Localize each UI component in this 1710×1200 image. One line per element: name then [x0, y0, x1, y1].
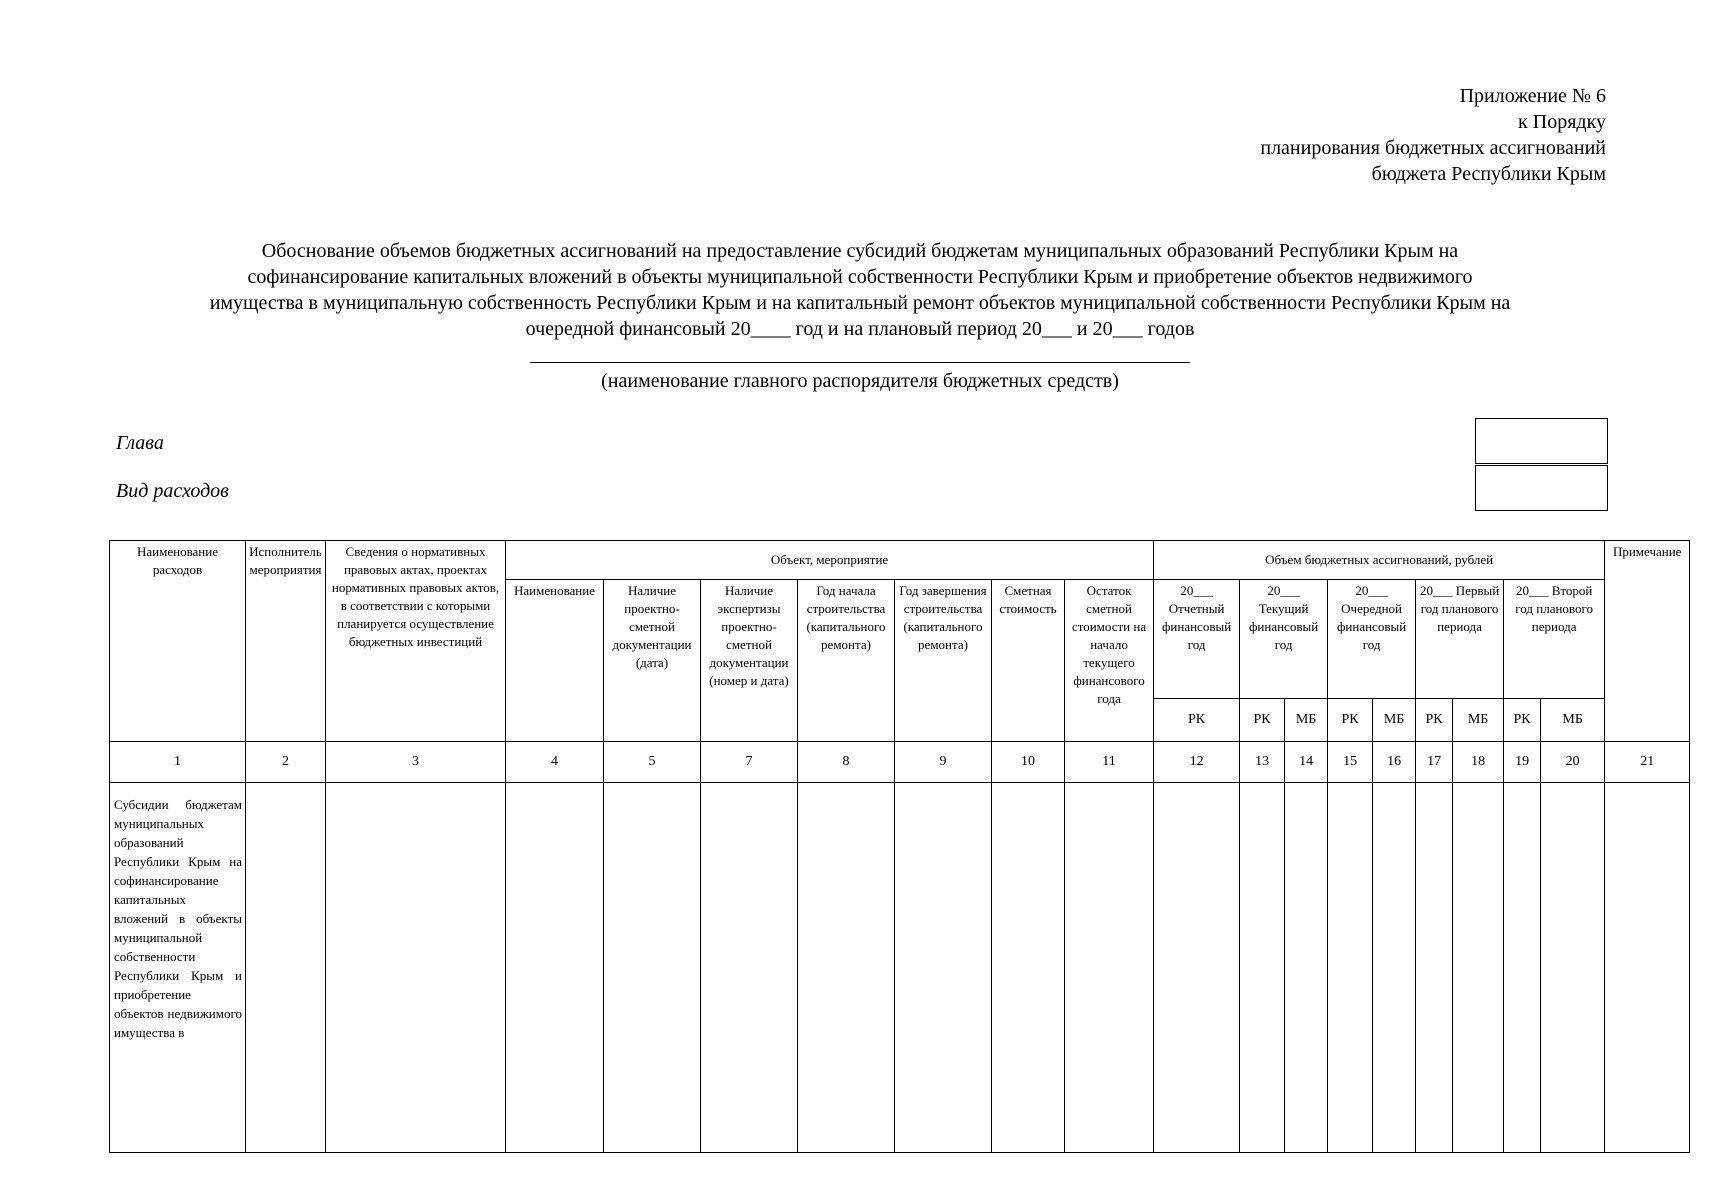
table-cell[interactable] — [1285, 783, 1328, 1153]
table-cell[interactable] — [1154, 783, 1240, 1153]
column-number: 15 — [1328, 742, 1373, 783]
appendix-reference — [1260, 83, 1606, 187]
table-cell[interactable] — [1541, 783, 1605, 1153]
column-number: 18 — [1453, 742, 1504, 783]
column-number-row — [110, 742, 1690, 783]
column-number: 7 — [701, 742, 798, 783]
glava-label: Глава — [116, 432, 164, 454]
column-number: 8 — [798, 742, 895, 783]
header-object-group: Объект, мероприятие — [506, 541, 1154, 580]
title-line-2: софинансирование капитальных вложений в объекты муниципальной собственности Республики Крым и приобретение объектов недвижимого — [247, 266, 1473, 288]
column-number: 21 — [1605, 742, 1690, 783]
header-period-plan2: 20___ Второй год планового периода — [1504, 580, 1605, 699]
table-cell[interactable] — [1328, 783, 1373, 1153]
title-line-1: Обоснование объемов бюджетных ассигнований на предоставление субсидий бюджетам муниципальных образований Республики Крым на — [261, 240, 1459, 262]
column-number: 4 — [506, 742, 604, 783]
appendix-planning: планирования бюджетных ассигнований — [1260, 137, 1606, 159]
header-period-reporting: 20___ Отчетный финансовый год — [1154, 580, 1240, 699]
header-note: Примечание — [1605, 541, 1690, 742]
header-mb: МБ — [1373, 699, 1416, 742]
header-period-plan1: 20___ Первый год планового периода — [1416, 580, 1504, 699]
table-cell[interactable] — [1373, 783, 1416, 1153]
header-normative: Сведения о нормативных правовых актах, проектах нормативных правовых актов, в соответствии с которыми планируется осуществление бюджетных инвестиций — [326, 541, 506, 742]
header-name: Наименование расходов — [110, 541, 246, 742]
column-number: 19 — [1504, 742, 1541, 783]
column-number: 2 — [246, 742, 326, 783]
table-cell[interactable] — [506, 783, 604, 1153]
header-row-groups — [110, 541, 1690, 580]
table-cell[interactable] — [1416, 783, 1453, 1153]
header-mb: МБ — [1541, 699, 1605, 742]
glava-code-box[interactable] — [1475, 418, 1608, 464]
header-start-year: Год начала строительства (капитального ремонта) — [798, 580, 895, 742]
header-rk: РК — [1240, 699, 1285, 742]
column-number: 13 — [1240, 742, 1285, 783]
table-cell[interactable] — [246, 783, 326, 1153]
table-cell[interactable] — [1504, 783, 1541, 1153]
table-cell[interactable] — [992, 783, 1065, 1153]
signature-line — [530, 362, 1190, 363]
header-rk: РК — [1328, 699, 1373, 742]
table-cell[interactable] — [1240, 783, 1285, 1153]
appendix-number: Приложение № 6 — [1459, 85, 1606, 107]
document-title — [110, 238, 1610, 342]
column-number: 11 — [1065, 742, 1154, 783]
header-expertise: Наличие экспертизы проектно-сметной документации (номер и дата) — [701, 580, 798, 742]
header-mb: МБ — [1285, 699, 1328, 742]
table-cell[interactable] — [326, 783, 506, 1153]
header-rk: РК — [1154, 699, 1240, 742]
header-remaining-cost: Остаток сметной стоимости на начало текущего финансового года — [1065, 580, 1154, 742]
column-number: 3 — [326, 742, 506, 783]
header-end-year: Год завершения строительства (капитального ремонта) — [895, 580, 992, 742]
header-rk: РК — [1416, 699, 1453, 742]
column-number: 9 — [895, 742, 992, 783]
title-line-4: очередной финансовый 20____ год и на плановый период 20___ и 20___ годов — [525, 318, 1195, 340]
vid-rashodov-label: Вид расходов — [116, 480, 229, 502]
column-number: 16 — [1373, 742, 1416, 783]
column-number: 5 — [604, 742, 701, 783]
appendix-order: к Порядку — [1518, 111, 1606, 133]
budget-table — [109, 540, 1690, 1153]
table-cell[interactable] — [798, 783, 895, 1153]
header-mb: МБ — [1453, 699, 1504, 742]
header-budget-group: Объем бюджетных ассигнований, рублей — [1154, 541, 1605, 580]
table-row — [110, 783, 1690, 1153]
column-number: 17 — [1416, 742, 1453, 783]
table-cell[interactable] — [1605, 783, 1690, 1153]
column-number: 20 — [1541, 742, 1605, 783]
table-cell[interactable] — [1065, 783, 1154, 1153]
column-number: 10 — [992, 742, 1065, 783]
header-estimated-cost: Сметная стоимость — [992, 580, 1065, 742]
appendix-budget: бюджета Республики Крым — [1371, 163, 1606, 185]
table-cell[interactable] — [701, 783, 798, 1153]
table-cell[interactable] — [1453, 783, 1504, 1153]
header-period-current: 20___ Текущий финансовый год — [1240, 580, 1328, 699]
header-object-name: Наименование — [506, 580, 604, 742]
header-period-next: 20___ Очередной финансовый год — [1328, 580, 1416, 699]
column-number: 1 — [110, 742, 246, 783]
header-design-docs: Наличие проектно-сметной документации (дата) — [604, 580, 701, 742]
title-line-3: имущества в муниципальную собственность Республики Крым и на капитальный ремонт объектов муниципальной собственности Республики Крым на — [209, 292, 1511, 314]
column-number: 12 — [1154, 742, 1240, 783]
header-rk: РК — [1504, 699, 1541, 742]
header-executor: Исполнитель мероприятия — [246, 541, 326, 742]
table-cell[interactable] — [604, 783, 701, 1153]
column-number: 14 — [1285, 742, 1328, 783]
expense-description: Субсидии бюджетам муниципальных образований Республики Крым на софинансирование капитальных вложений в объекты муниципальной собственности Республики Крым и приобретение объектов недвижимого имущества в — [110, 783, 246, 1153]
vid-rashodov-code-box[interactable] — [1475, 465, 1608, 511]
distributor-caption: (наименование главного распорядителя бюджетных средств) — [601, 370, 1119, 392]
table-cell[interactable] — [895, 783, 992, 1153]
